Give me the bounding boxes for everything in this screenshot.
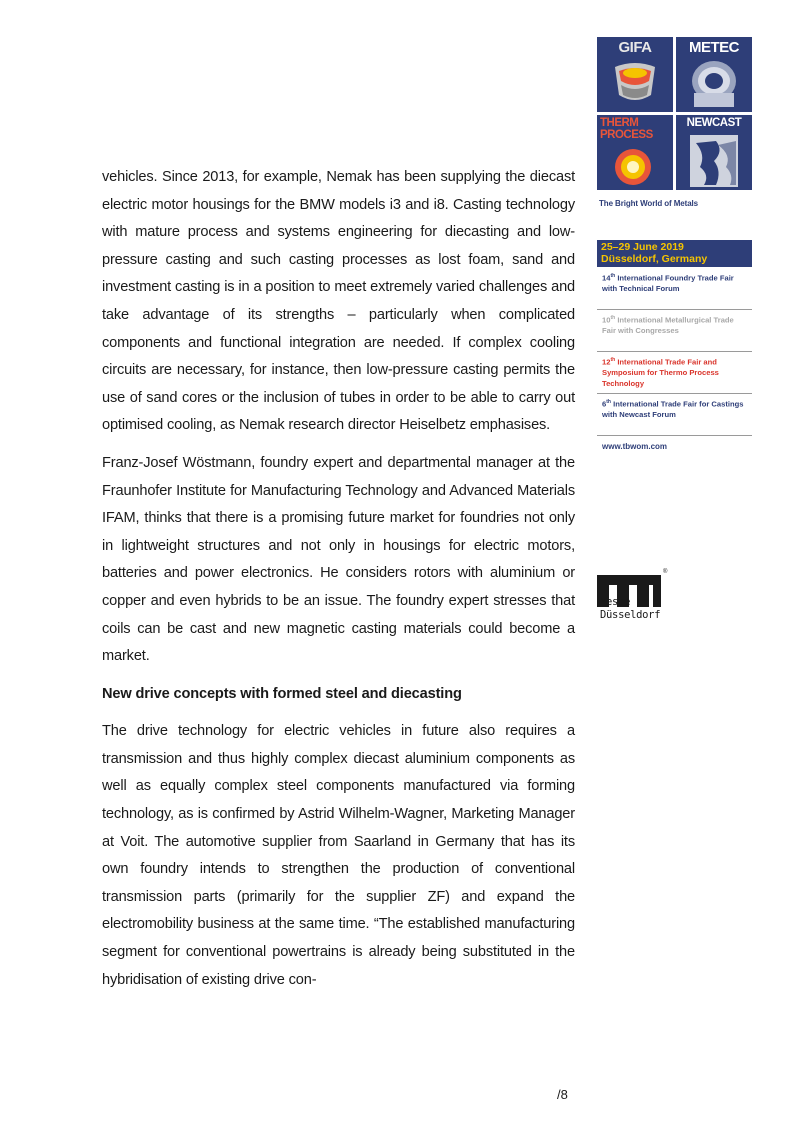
section-heading: New drive concepts with formed steel and diecasting xyxy=(102,685,462,702)
gifa-label: GIFA xyxy=(618,39,652,56)
fair-item-gifa: 14th International Foundry Trade Fair with Technical Forum xyxy=(597,268,752,310)
metec-label: METEC xyxy=(689,39,739,56)
article-body xyxy=(102,164,575,1004)
fair-item-newcast: 6th International Trade Fair for Castings with Newcast Forum xyxy=(597,394,752,436)
fair-item-thermprocess: 12th International Trade Fair and Symposium for Thermo Process Technology xyxy=(597,352,752,394)
fair-logo xyxy=(597,37,752,190)
fair-item-metec: 10th International Metallurgical Trade Fair with Congresses xyxy=(597,310,752,352)
newcast-label: NEWCAST xyxy=(686,117,742,129)
paragraph: vehicles. Since 2013, for example, Nemak has been supplying the diecast electric motor housings for the BMW models i3 and i8. Casting technology with mature process and systems engineering for diecasting and low-pressure casting and such casting processes as lost foam, sand and investment casting is in a position to meet extremely varied challenges and take advantage of its strengths – particularly when complicated components and functional integration are needed. If complex cooling circuits are necessary, for instance, then low-pressure casting permits the use of sand cores or the inclusion of tubes in order to be able to carry out optimised cooling, as Nemak research director Heiselbetz emphasises. xyxy=(102,169,575,434)
event-date: 25–29 June 2019 xyxy=(601,241,684,253)
therm-process-label: THERM PROCESS xyxy=(600,117,653,141)
registered-mark: ® xyxy=(663,569,668,575)
therm-process-tile xyxy=(597,115,673,190)
gifa-tile xyxy=(597,37,673,112)
event-location: Düsseldorf, Germany xyxy=(601,253,708,265)
metec-tile xyxy=(676,37,752,112)
paragraph: The drive technology for electric vehicles in future also requires a transmission and thus highly complex diecast aluminium components as well as equally complex steel components manufactured via forming technology, as is confirmed by Astrid Wilhelm-Wagner, Marketing Manager at Voit. The automotive supplier from Saarland in Germany that has its own foundry intends to strengthen the production of conventional transmission parts (primarily for the supplier ZF) and expand the electromobility business at the same time. “The established manufacturing segment for conventional powertrains is already being substituted in the hybridisation of existing drive con- xyxy=(102,723,575,988)
messe-name: Messe Düsseldorf xyxy=(600,596,661,621)
tagline: The Bright World of Metals xyxy=(599,199,699,208)
page-number: /8 xyxy=(557,1087,568,1102)
fair-list xyxy=(597,268,752,436)
website-link[interactable]: www.tbwom.com xyxy=(602,442,668,451)
paragraph: Franz-Josef Wöstmann, foundry expert and departmental manager at the Fraunhofer Institute for Manufacturing Technology and Advanced Materials IFAM, thinks that there is a promising future market for foundries not only in lightweight structures and not only in housings for electric motors, batteries and power electronics. He considers rotors with aluminium or copper and even hybrids to be an issue. The foundry expert stresses that coils can be cast and new magnetic casting materials could become a market. xyxy=(102,454,575,665)
newcast-tile xyxy=(676,115,752,190)
event-date-bar xyxy=(597,240,752,267)
